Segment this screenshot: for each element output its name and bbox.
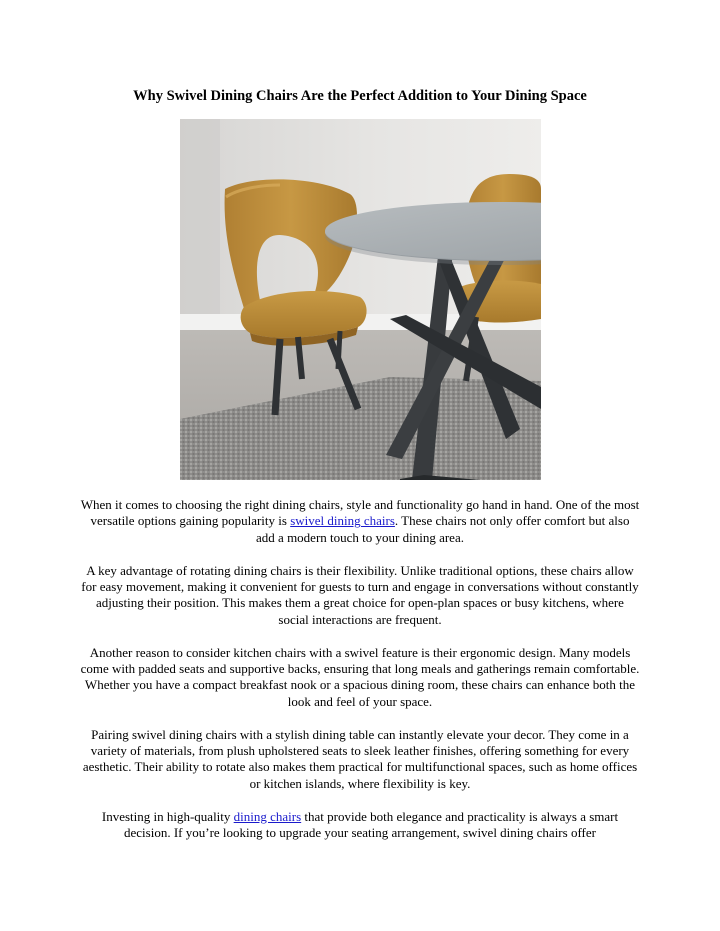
dining-chairs-link[interactable]: dining chairs [233,808,302,824]
paragraph-5-text-after: that provide both elegance and practicality is always a smart decision. If you’re looking to upgrade your seating arrangement, swivel dining chairs offer [124,808,619,841]
paragraph-4: Pairing swivel dining chairs with a stylish dining table can instantly elevate your decor. They come in a variety of materials, from plush upholstered seats to sleek leather finishes, offering something for every aesthetic. Their ability to rotate also makes them practical for multifunctional spaces, such as home offices or kitchen islands, where flexibility is key. [82,726,638,791]
paragraph-3: Another reason to consider kitchen chairs with a swivel feature is their ergonomic design. Many models come with padded seats and supportive backs, ensuring that long meals and gatherings remain comfortable. Whether you have a compact breakfast nook or a spacious dining room, these chairs can enhance both the look and feel of your space. [80,644,640,709]
paragraph-1-text-after: . These chairs not only offer comfort but also add a modern touch to your dining area. [256,513,630,545]
paragraph-5 [80,809,640,842]
paragraph-5-text-before: Investing in high-quality [101,808,234,824]
paragraph-1-text-before: When it comes to choosing the right dining chairs, style and functionality go hand in hand. One of the most versatile options gaining popularity is [80,497,640,529]
paragraph-2: A key advantage of rotating dining chairs is their flexibility. Unlike traditional options, these chairs allow for easy movement, making it convenient for guests to turn and engage in conversations without constantly adjusting their position. This makes them a great choice for open-plan spaces or busy kitchens, where social interactions are frequent. [81,562,639,627]
page-title: Why Swivel Dining Chairs Are the Perfect Addition to Your Dining Space [133,88,587,104]
hero-image [180,119,541,480]
paragraph-1 [80,497,640,546]
article-body [80,497,640,858]
swivel-chairs-photo [180,119,541,480]
swivel-dining-chairs-link[interactable]: swivel dining chairs [290,513,395,529]
